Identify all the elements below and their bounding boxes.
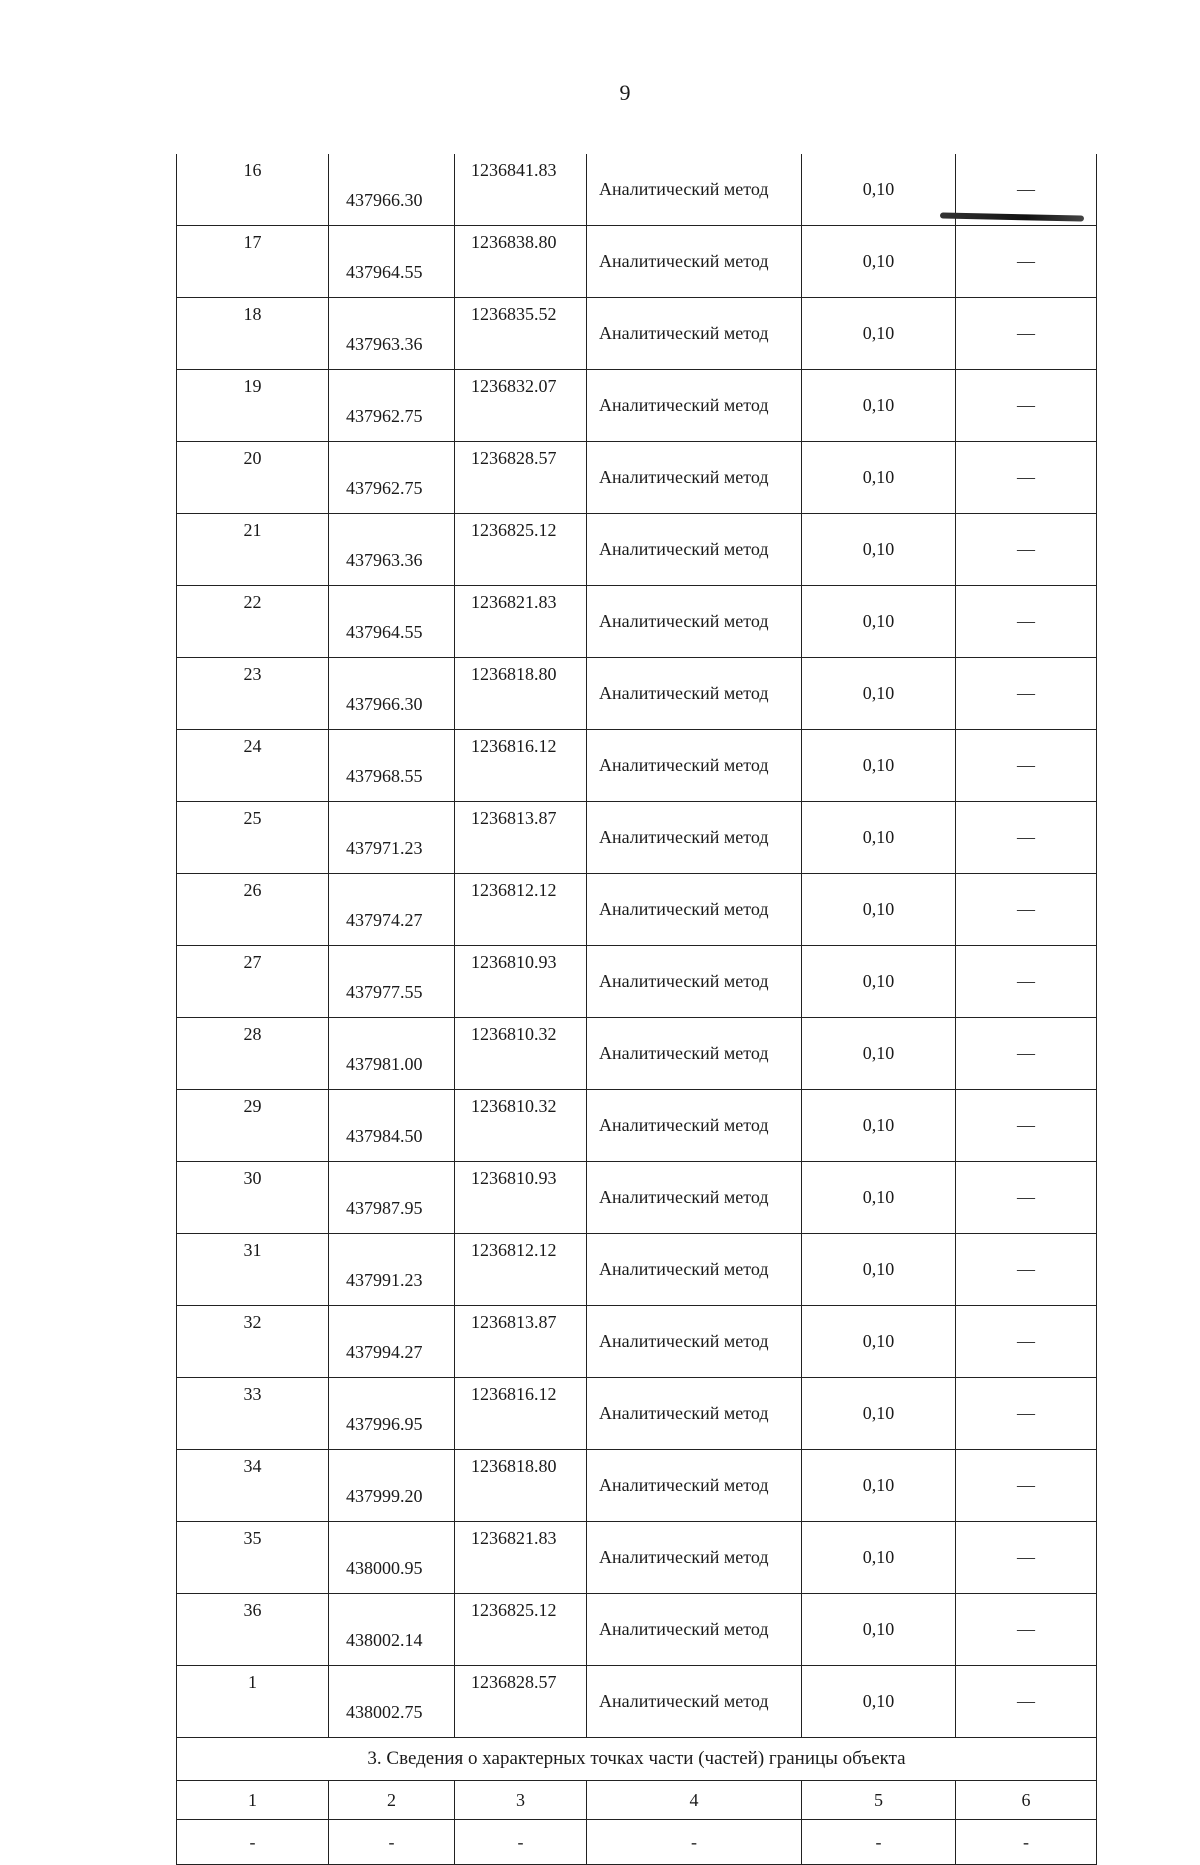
accuracy-cell: 0,10 [802, 1018, 956, 1090]
point-number-cell: 35 [177, 1522, 329, 1594]
description-cell: — [956, 1018, 1097, 1090]
method-cell: Аналитический метод [587, 1162, 802, 1234]
x-coordinate-cell: 437984.50 [329, 1090, 455, 1162]
table-row [177, 514, 1097, 586]
accuracy-cell: 0,10 [802, 1666, 956, 1738]
y-coordinate-cell: 1236841.83 [455, 154, 587, 226]
method-cell: Аналитический метод [587, 1594, 802, 1666]
empty-cell: - [329, 1820, 455, 1865]
description-cell: — [956, 154, 1097, 226]
table-row [177, 1450, 1097, 1522]
y-coordinate-cell: 1236828.57 [455, 442, 587, 514]
description-cell: — [956, 298, 1097, 370]
method-cell: Аналитический метод [587, 1234, 802, 1306]
method-cell: Аналитический метод [587, 514, 802, 586]
description-cell: — [956, 1306, 1097, 1378]
table-row [177, 442, 1097, 514]
x-coordinate-cell: 437963.36 [329, 298, 455, 370]
description-cell: — [956, 1666, 1097, 1738]
accuracy-cell: 0,10 [802, 514, 956, 586]
point-number-cell: 23 [177, 658, 329, 730]
method-cell: Аналитический метод [587, 370, 802, 442]
point-number-cell: 32 [177, 1306, 329, 1378]
point-number-cell: 20 [177, 442, 329, 514]
x-coordinate-cell: 437994.27 [329, 1306, 455, 1378]
table-row [177, 1018, 1097, 1090]
accuracy-cell: 0,10 [802, 946, 956, 1018]
description-cell: — [956, 802, 1097, 874]
accuracy-cell: 0,10 [802, 1522, 956, 1594]
accuracy-cell: 0,10 [802, 298, 956, 370]
x-coordinate-cell: 437971.23 [329, 802, 455, 874]
accuracy-cell: 0,10 [802, 658, 956, 730]
accuracy-cell: 0,10 [802, 586, 956, 658]
point-number-cell: 31 [177, 1234, 329, 1306]
table-row [177, 730, 1097, 802]
method-cell: Аналитический метод [587, 226, 802, 298]
x-coordinate-cell: 438002.75 [329, 1666, 455, 1738]
description-cell: — [956, 658, 1097, 730]
method-cell: Аналитический метод [587, 442, 802, 514]
accuracy-cell: 0,10 [802, 802, 956, 874]
accuracy-cell: 0,10 [802, 1450, 956, 1522]
description-cell: — [956, 442, 1097, 514]
point-number-cell: 27 [177, 946, 329, 1018]
y-coordinate-cell: 1236810.32 [455, 1018, 587, 1090]
method-cell: Аналитический метод [587, 874, 802, 946]
table-row [177, 298, 1097, 370]
accuracy-cell: 0,10 [802, 370, 956, 442]
y-coordinate-cell: 1236812.12 [455, 1234, 587, 1306]
accuracy-cell: 0,10 [802, 730, 956, 802]
x-coordinate-cell: 437987.95 [329, 1162, 455, 1234]
x-coordinate-cell: 437963.36 [329, 514, 455, 586]
description-cell: — [956, 1522, 1097, 1594]
y-coordinate-cell: 1236816.12 [455, 1378, 587, 1450]
y-coordinate-cell: 1236825.12 [455, 1594, 587, 1666]
x-coordinate-cell: 437974.27 [329, 874, 455, 946]
y-coordinate-cell: 1236810.93 [455, 946, 587, 1018]
point-number-cell: 22 [177, 586, 329, 658]
method-cell: Аналитический метод [587, 1450, 802, 1522]
empty-cell: - [177, 1820, 329, 1865]
x-coordinate-cell: 437981.00 [329, 1018, 455, 1090]
point-number-cell: 18 [177, 298, 329, 370]
point-number-cell: 1 [177, 1666, 329, 1738]
x-coordinate-cell: 437964.55 [329, 586, 455, 658]
section-title-row [177, 1738, 1097, 1781]
description-cell: — [956, 730, 1097, 802]
x-coordinate-cell: 437964.55 [329, 226, 455, 298]
description-cell: — [956, 1234, 1097, 1306]
y-coordinate-cell: 1236832.07 [455, 370, 587, 442]
table-row [177, 1666, 1097, 1738]
y-coordinate-cell: 1236821.83 [455, 586, 587, 658]
y-coordinate-cell: 1236813.87 [455, 802, 587, 874]
point-number-cell: 19 [177, 370, 329, 442]
accuracy-cell: 0,10 [802, 1594, 956, 1666]
method-cell: Аналитический метод [587, 1306, 802, 1378]
table-row [177, 1090, 1097, 1162]
description-cell: — [956, 370, 1097, 442]
description-cell: — [956, 874, 1097, 946]
table-row [177, 946, 1097, 1018]
description-cell: — [956, 1450, 1097, 1522]
table-row [177, 370, 1097, 442]
x-coordinate-cell: 437966.30 [329, 154, 455, 226]
table-row [177, 1306, 1097, 1378]
empty-cell: - [587, 1820, 802, 1865]
method-cell: Аналитический метод [587, 1522, 802, 1594]
point-number-cell: 36 [177, 1594, 329, 1666]
table-row [177, 1522, 1097, 1594]
method-cell: Аналитический метод [587, 946, 802, 1018]
accuracy-cell: 0,10 [802, 1378, 956, 1450]
method-cell: Аналитический метод [587, 802, 802, 874]
y-coordinate-cell: 1236821.83 [455, 1522, 587, 1594]
x-coordinate-cell: 437962.75 [329, 442, 455, 514]
x-coordinate-cell: 438002.14 [329, 1594, 455, 1666]
point-number-cell: 29 [177, 1090, 329, 1162]
method-cell: Аналитический метод [587, 1666, 802, 1738]
empty-cell: - [455, 1820, 587, 1865]
x-coordinate-cell: 437999.20 [329, 1450, 455, 1522]
x-coordinate-cell: 437968.55 [329, 730, 455, 802]
point-number-cell: 30 [177, 1162, 329, 1234]
description-cell: — [956, 586, 1097, 658]
point-number-cell: 26 [177, 874, 329, 946]
y-coordinate-cell: 1236818.80 [455, 658, 587, 730]
coordinates-table [176, 154, 1097, 1865]
table-row [177, 1594, 1097, 1666]
column-index: 5 [802, 1781, 956, 1820]
y-coordinate-cell: 1236835.52 [455, 298, 587, 370]
section-title: 3. Сведения о характерных точках части (частей) границы объекта [177, 1738, 1097, 1781]
accuracy-cell: 0,10 [802, 1090, 956, 1162]
page-number: 9 [619, 80, 631, 105]
description-cell: — [956, 226, 1097, 298]
empty-cell: - [956, 1820, 1097, 1865]
description-cell: — [956, 514, 1097, 586]
accuracy-cell: 0,10 [802, 1306, 956, 1378]
y-coordinate-cell: 1236813.87 [455, 1306, 587, 1378]
description-cell: — [956, 1594, 1097, 1666]
accuracy-cell: 0,10 [802, 874, 956, 946]
method-cell: Аналитический метод [587, 1378, 802, 1450]
method-cell: Аналитический метод [587, 586, 802, 658]
y-coordinate-cell: 1236818.80 [455, 1450, 587, 1522]
accuracy-cell: 0,10 [802, 226, 956, 298]
empty-cell: - [802, 1820, 956, 1865]
accuracy-cell: 0,10 [802, 1234, 956, 1306]
column-index: 2 [329, 1781, 455, 1820]
y-coordinate-cell: 1236838.80 [455, 226, 587, 298]
accuracy-cell: 0,10 [802, 154, 956, 226]
x-coordinate-cell: 438000.95 [329, 1522, 455, 1594]
point-number-cell: 24 [177, 730, 329, 802]
x-coordinate-cell: 437977.55 [329, 946, 455, 1018]
method-cell: Аналитический метод [587, 298, 802, 370]
description-cell: — [956, 946, 1097, 1018]
empty-data-row [177, 1820, 1097, 1865]
y-coordinate-cell: 1236828.57 [455, 1666, 587, 1738]
table-row [177, 226, 1097, 298]
table-row [177, 1234, 1097, 1306]
method-cell: Аналитический метод [587, 1090, 802, 1162]
y-coordinate-cell: 1236816.12 [455, 730, 587, 802]
point-number-cell: 34 [177, 1450, 329, 1522]
table-row [177, 586, 1097, 658]
table-row [177, 874, 1097, 946]
method-cell: Аналитический метод [587, 1018, 802, 1090]
x-coordinate-cell: 437966.30 [329, 658, 455, 730]
column-index-row [177, 1781, 1097, 1820]
y-coordinate-cell: 1236810.32 [455, 1090, 587, 1162]
method-cell: Аналитический метод [587, 658, 802, 730]
y-coordinate-cell: 1236812.12 [455, 874, 587, 946]
point-number-cell: 17 [177, 226, 329, 298]
point-number-cell: 28 [177, 1018, 329, 1090]
column-index: 1 [177, 1781, 329, 1820]
table-row [177, 802, 1097, 874]
y-coordinate-cell: 1236825.12 [455, 514, 587, 586]
description-cell: — [956, 1090, 1097, 1162]
accuracy-cell: 0,10 [802, 442, 956, 514]
method-cell: Аналитический метод [587, 730, 802, 802]
point-number-cell: 25 [177, 802, 329, 874]
table-row [177, 1378, 1097, 1450]
table-row [177, 658, 1097, 730]
table-row [177, 1162, 1097, 1234]
description-cell: — [956, 1162, 1097, 1234]
column-index: 4 [587, 1781, 802, 1820]
coordinates-table-container [176, 154, 1096, 1865]
point-number-cell: 16 [177, 154, 329, 226]
method-cell: Аналитический метод [587, 154, 802, 226]
x-coordinate-cell: 437996.95 [329, 1378, 455, 1450]
point-number-cell: 21 [177, 514, 329, 586]
x-coordinate-cell: 437991.23 [329, 1234, 455, 1306]
column-index: 3 [455, 1781, 587, 1820]
point-number-cell: 33 [177, 1378, 329, 1450]
y-coordinate-cell: 1236810.93 [455, 1162, 587, 1234]
description-cell: — [956, 1378, 1097, 1450]
column-index: 6 [956, 1781, 1097, 1820]
coordinates-table-body [177, 154, 1097, 1865]
accuracy-cell: 0,10 [802, 1162, 956, 1234]
x-coordinate-cell: 437962.75 [329, 370, 455, 442]
